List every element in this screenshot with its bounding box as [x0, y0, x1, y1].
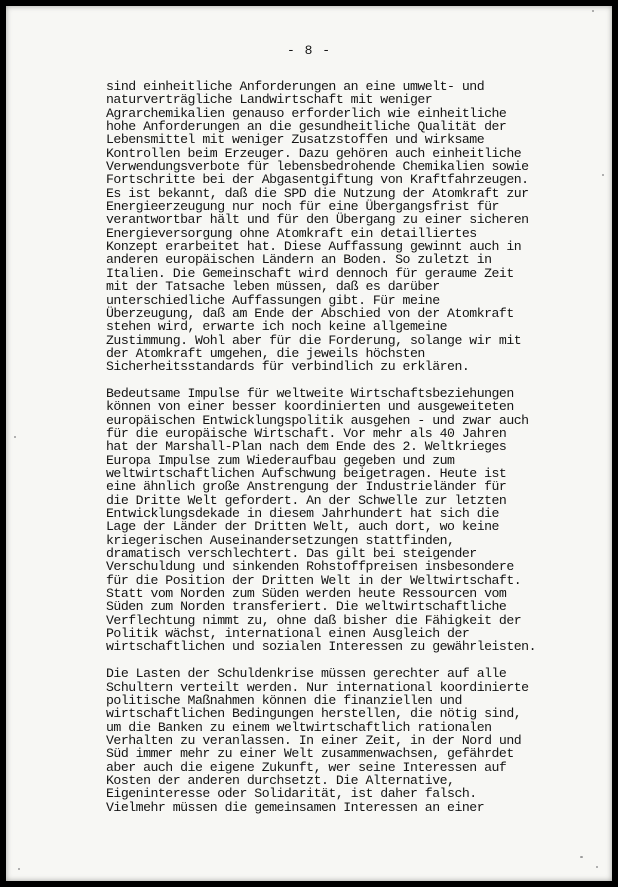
text-line: Verwendungsverbote für lebensbedrohende Chemikalien sowie [106, 159, 529, 175]
paragraph [106, 385, 536, 655]
scan-speck [580, 856, 583, 858]
text-line: Eigeninteresse oder Solidarität, ist daher falsch. [106, 786, 477, 802]
text-line: Konzept erarbeitet hat. Diese Auffassung gewinnt auch in [106, 239, 522, 255]
text-line: aber auch die eigene Zukunft, wer seine Interessen auf [106, 759, 507, 775]
text-line: Lebensmittel mit weniger Zusatzstoffen und wirksame [106, 132, 485, 148]
text-line: Fortschritte bei der Abgasentgiftung von Kraftfahrzeugen. [106, 172, 529, 188]
text-line: für die Position der Dritten Welt in der Weltwirtschaft. [106, 572, 522, 588]
document-page [6, 6, 612, 881]
text-line: wirtschaftlichen und sozialen Interessen zu gewährleisten. [106, 639, 536, 655]
text-line: Kosten der anderen durchsetzt. Die Alternative, [106, 772, 455, 788]
text-line: unterschiedliche Auffassungen gibt. Für meine [106, 292, 440, 308]
text-line: naturverträgliche Landwirtschaft mit weniger [106, 92, 433, 108]
text-line: Zustimmung. Wohl aber für die Forderung, solange wir mit [106, 332, 522, 348]
text-line: mit der Tatsache leben müssen, daß es darüber [106, 279, 440, 295]
text-line: politische Maßnahmen können die finanziellen und [106, 692, 462, 708]
text-line: Agrarchemikalien genauso erforderlich wie einheitliche [106, 105, 507, 121]
text-line: verantwortbar hält und für den Übergang zu einer sicheren [106, 212, 529, 228]
text-line: Energieerzeugung nur noch für eine Übergangsfrist für [106, 199, 499, 215]
text-line: europäischen Entwicklungspolitik ausgehen - und zwar auch [106, 412, 529, 428]
text-line: Süd immer mehr zu einer Welt zusammenwachsen, gefährdet [106, 746, 514, 762]
text-line: hohe Anforderungen an die gesundheitliche Qualität der [106, 119, 507, 135]
scan-speck [596, 866, 598, 868]
body-text [106, 79, 536, 827]
text-line: Europa Impulse zum Wiederaufbau gegeben und zum [106, 452, 455, 468]
text-line: um die Banken zu einem weltwirtschaftlich rationalen [106, 719, 492, 735]
text-line: Bedeutsame Impulse für weltweite Wirtschaftsbeziehungen [106, 385, 514, 401]
text-line: anderen europäischen Ländern an Boden. So zuletzt in [106, 252, 492, 268]
paragraph [106, 79, 529, 375]
text-line: der Atomkraft umgehen, die jeweils höchsten [106, 345, 425, 361]
text-line: können von einer besser koordinierten und ausgeweiteten [106, 399, 514, 415]
text-line: Entwicklungsdekade in diesem Jahrhundert hat sich die [106, 506, 499, 522]
text-line: die Dritte Welt gefordert. An der Schwelle zur letzten [106, 492, 507, 508]
text-line: eine ähnlich große Anstrengung der Industrieländer für [106, 479, 507, 495]
text-line: Energieversorgung ohne Atomkraft ein detailliertes [106, 225, 477, 241]
text-line: Schultern verteilt werden. Nur international koordinierte [106, 679, 529, 695]
scan-speck [18, 868, 20, 870]
scan-speck [592, 10, 594, 12]
text-line: wirtschaftlichen Bedingungen herstellen, die nötig sind, [106, 706, 522, 722]
text-line: Süden zum Norden transferiert. Die weltwirtschaftliche [106, 599, 507, 615]
scan-speck [602, 174, 604, 176]
text-line: Kontrollen beim Erzeuger. Dazu gehören auch einheitliche [106, 145, 522, 161]
text-line: Es ist bekannt, daß die SPD die Nutzung der Atomkraft zur [106, 185, 529, 201]
text-line: Statt vom Norden zum Süden werden heute Ressourcen vom [106, 586, 507, 602]
text-line: für die europäische Wirtschaft. Vor mehr als 40 Jahren [106, 425, 507, 441]
text-line: Italien. Die Gemeinschaft wird dennoch für geraume Zeit [106, 265, 514, 281]
text-line: weltwirtschaftlichen Aufschwung beigetragen. Heute ist [106, 466, 507, 482]
text-line: stehen wird, erwarte ich noch keine allgemeine [106, 319, 448, 335]
text-line: sind einheitliche Anforderungen an eine umwelt- und [106, 79, 485, 94]
page-number: - 8 - [286, 43, 331, 58]
text-line: Überzeugung, daß am Ende der Abschied von der Atomkraft [106, 305, 514, 321]
text-line: Politik wächst, international einen Ausgleich der [106, 626, 470, 642]
text-line: Vielmehr müssen die gemeinsamen Interessen an einer [106, 799, 485, 815]
text-line: Verschuldung und sinkenden Rohstoffpreisen insbesondere [106, 559, 514, 575]
scan-speck [14, 436, 16, 438]
paragraph [106, 666, 529, 815]
text-line: hat der Marshall-Plan nach dem Ende des 2. Weltkrieges [106, 439, 507, 455]
text-line: kriegerischen Auseinandersetzungen stattfinden, [106, 532, 455, 548]
text-line: dramatisch verschlechtert. Das gilt bei steigender [106, 546, 477, 562]
text-line: Sicherheitsstandards für verbindlich zu erklären. [106, 359, 470, 375]
text-line: Lage der Länder der Dritten Welt, auch dort, wo keine [106, 519, 499, 535]
text-line: Verhalten zu veranlassen. In einer Zeit, in der Nord und [106, 732, 522, 748]
text-line: Verflechtung nimmt zu, ohne daß bisher die Fähigkeit der [106, 612, 522, 628]
text-line: Die Lasten der Schuldenkrise müssen gerechter auf alle [106, 666, 507, 682]
